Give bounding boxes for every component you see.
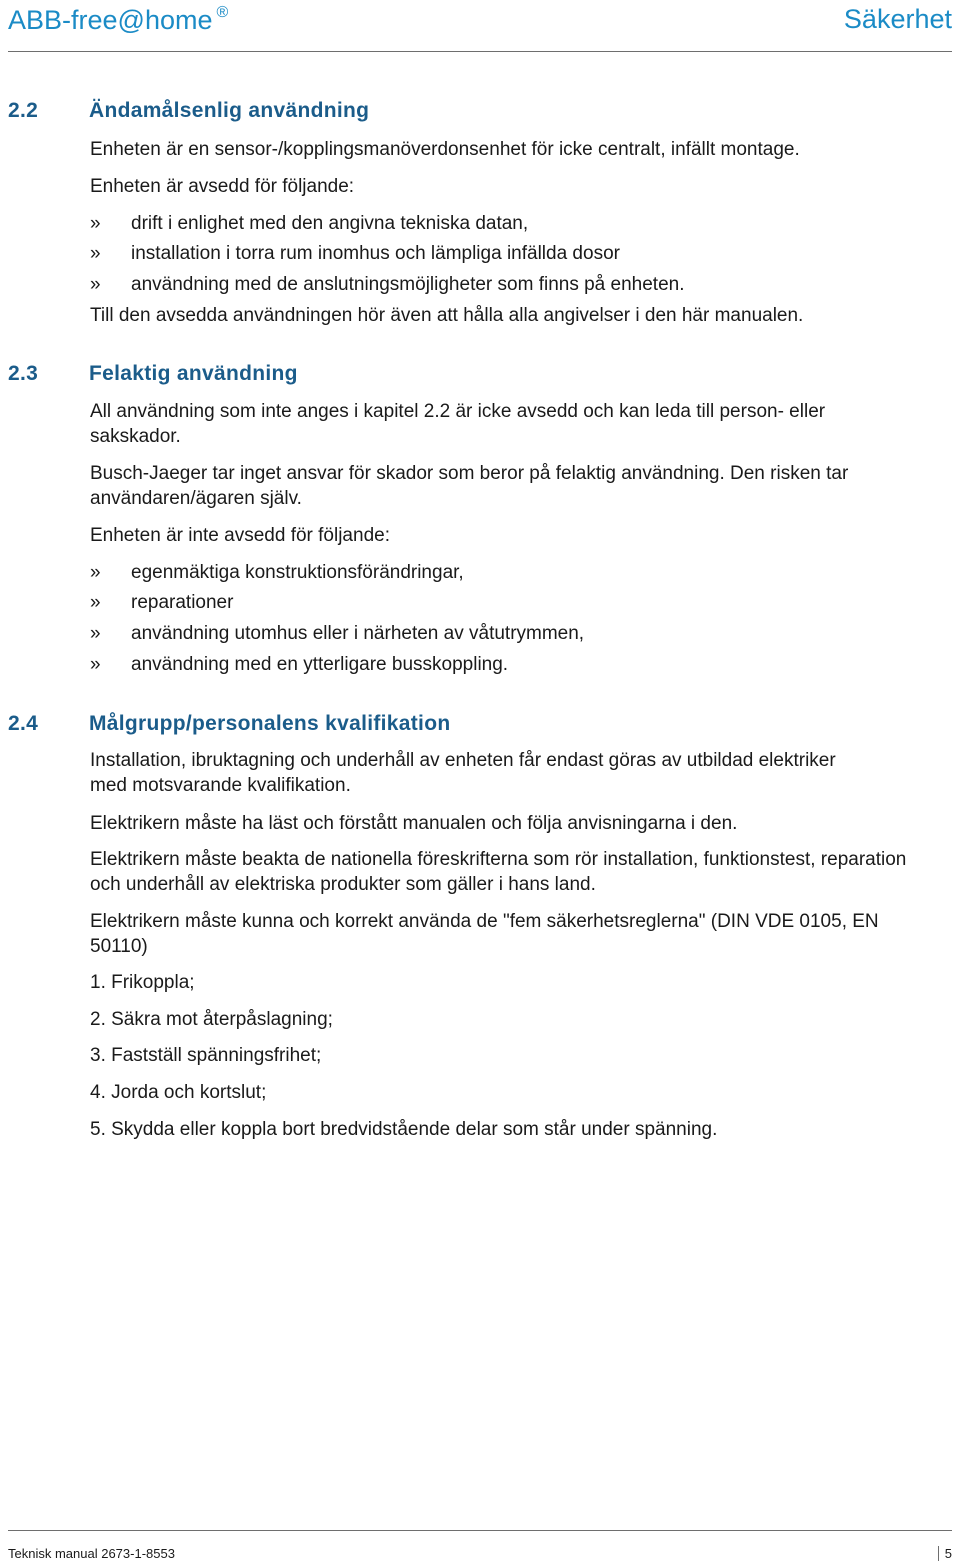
list-item (90, 241, 620, 266)
list-item (90, 211, 528, 236)
paragraph: Installation, ibruktagning och underhåll av enheten får endast göras av utbildad elektriker med motsvarande kvalifikation. (90, 750, 836, 796)
footer-manual-id: Teknisk manual 2673-1-8553 (8, 1546, 175, 1561)
brand-name: ABB-free@home (8, 5, 213, 35)
paragraph: Elektrikern måste kunna och korrekt använda de "fem säkerhetsreglerna" (DIN VDE 0105, EN 50110) (90, 911, 879, 957)
list-item-text: drift i enlighet med den angivna tekniska datan, (131, 213, 529, 234)
header-section-title: Säkerhet (843, 4, 952, 34)
heading-2-2 (8, 99, 369, 123)
heading-number: 2.2 (8, 99, 39, 122)
header-divider (8, 51, 952, 52)
list-item-text: reparationer (131, 592, 234, 613)
paragraph: Elektrikern måste beakta de nationella föreskrifterna som rör installation, funktionstest, reparation och underhåll av elektriska produkter som gäller i hans land. (90, 849, 907, 895)
heading-title: Ändamålsenlig användning (89, 99, 370, 122)
list-item (90, 590, 233, 615)
bullet-marker: » (90, 623, 101, 644)
registered-mark: ® (216, 4, 229, 21)
header-brand (8, 4, 228, 36)
list-item (90, 272, 684, 297)
paragraph: Till den avsedda användningen hör även att hålla alla angivelser i den här manualen. (90, 305, 804, 326)
list-item (90, 652, 508, 677)
bullet-marker: » (90, 243, 101, 264)
safety-rule: 4. Jorda och kortslut; (90, 1082, 267, 1103)
safety-rule: 2. Säkra mot återpåslagning; (90, 1009, 333, 1030)
list-item-text: användning med de anslutningsmöjligheter som finns på enheten. (131, 274, 685, 295)
paragraph: Busch-Jaeger tar inget ansvar för skador som beror på felaktig användning. Den risken tar användaren/ägaren själv. (90, 463, 849, 509)
list-item-text: egenmäktiga konstruktionsförändringar, (131, 562, 464, 583)
paragraph: All användning som inte anges i kapitel 2.2 är icke avsedd och kan leda till person- eller sakskador. (90, 401, 826, 447)
heading-2-4 (8, 712, 450, 736)
bullet-marker: » (90, 562, 101, 583)
paragraph: Elektrikern måste ha läst och förstått manualen och följa anvisningarna i den. (90, 813, 738, 834)
bullet-marker: » (90, 654, 101, 675)
heading-title: Felaktig användning (89, 362, 298, 385)
page-number: 5 (938, 1546, 952, 1561)
heading-number: 2.3 (8, 362, 39, 385)
safety-rule: 1. Frikoppla; (90, 972, 195, 993)
list-item (90, 621, 584, 646)
list-item (90, 560, 464, 585)
bullet-marker: » (90, 213, 101, 234)
heading-number: 2.4 (8, 712, 39, 735)
list-item-text: användning med en ytterligare busskoppling. (131, 654, 509, 675)
bullet-marker: » (90, 274, 101, 295)
safety-rule: 3. Fastställ spänningsfrihet; (90, 1045, 322, 1066)
safety-rule: 5. Skydda eller koppla bort bredvidstående delar som står under spänning. (90, 1119, 718, 1140)
heading-2-3 (8, 362, 298, 386)
footer-divider (8, 1530, 952, 1531)
heading-title: Målgrupp/personalens kvalifikation (89, 712, 451, 735)
list-item-text: användning utomhus eller i närheten av våtutrymmen, (131, 623, 585, 644)
paragraph: Enheten är en sensor-/kopplingsmanöverdonsenhet för icke centralt, infällt montage. (90, 139, 800, 160)
paragraph: Enheten är inte avsedd för följande: (90, 525, 390, 546)
list-item-text: installation i torra rum inomhus och lämpliga infällda dosor (131, 243, 620, 264)
paragraph: Enheten är avsedd för följande: (90, 176, 355, 197)
bullet-marker: » (90, 592, 101, 613)
